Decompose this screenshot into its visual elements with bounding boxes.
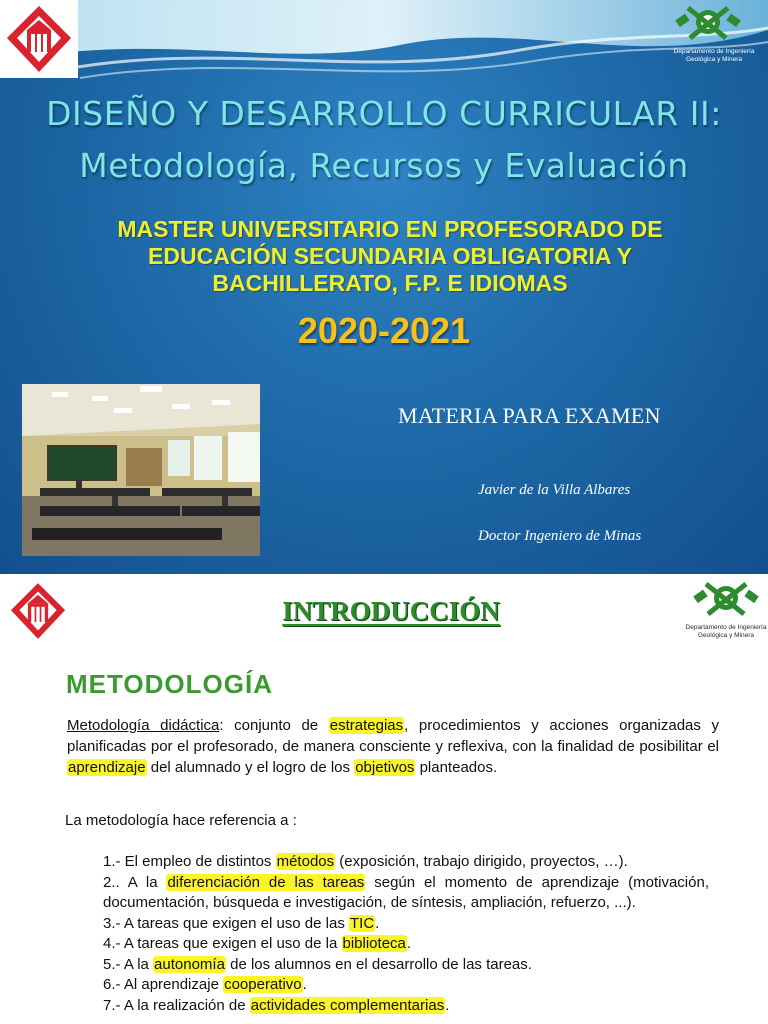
course-title-line-2: Metodología, Recursos y Evaluación (79, 146, 689, 185)
reference-intro: La metodología hace referencia a : (65, 812, 297, 829)
section-heading: INTRODUCCIÓN (282, 596, 500, 626)
highlight-biblioteca: biblioteca (342, 935, 406, 952)
list-item (103, 975, 709, 996)
item-text: 5.- A la (103, 955, 154, 973)
para-text-3: del alumnado y el logro de los (146, 759, 355, 776)
classroom-photo (22, 384, 260, 556)
item-text: . (375, 914, 380, 932)
highlight-autonomia: autonomía (154, 955, 225, 973)
item-text: . (406, 935, 412, 952)
definition-paragraph (67, 715, 719, 778)
item-text: 7.- A la realización de (103, 996, 250, 1014)
master-line-3: BACHILLERATO, F.P. E IDIOMAS (212, 270, 568, 296)
introduction-slide (0, 574, 768, 1024)
item-text: según el momento de aprendizaje (motivación, documentación, búsqueda e investigación, de síntesis, ampliación, refuerzo, ...). (103, 873, 709, 911)
dept-logo-text-2: Geológica y Minera (686, 56, 742, 63)
highlight-objetivos: objetivos (355, 759, 415, 776)
list-item (103, 852, 709, 873)
item-text: . (445, 996, 450, 1014)
author-name: Javier de la Villa Albares (478, 482, 631, 498)
para-text-4: planteados. (415, 759, 498, 776)
master-line-1: MASTER UNIVERSITARIO EN PROFESORADO DE (117, 216, 663, 242)
list-item (103, 934, 709, 955)
item-text: 4.- A tareas que exigen el uso de la (103, 935, 342, 952)
wave-header-decoration (0, 0, 768, 82)
highlight-metodos: métodos (276, 853, 335, 870)
dept-logo-small-text-2: Geológica y Minera (698, 632, 754, 639)
highlight-aprendizaje: aprendizaje (68, 759, 146, 776)
dept-logo-text-1: Departamento de Ingeniería (673, 48, 755, 55)
methodology-list (103, 852, 709, 1016)
list-item (103, 955, 709, 976)
item-text: 1.- El empleo de distintos (103, 853, 276, 870)
academic-year: 2020-2021 (297, 310, 471, 351)
item-text: 3.- A tareas que exigen el uso de las (103, 914, 349, 932)
para-text-1: : conjunto de (219, 717, 329, 734)
list-item (103, 873, 709, 914)
section-subheading: METODOLOGÍA (66, 669, 273, 699)
highlight-tic: TIC (350, 914, 375, 932)
definition-term: Metodología didáctica (67, 717, 220, 734)
author-degree: Doctor Ingeniero de Minas (478, 528, 642, 544)
highlight-actividades: actividades complementarias (250, 996, 445, 1014)
dept-logo-small-text-1: Departamento de Ingeniería (685, 624, 767, 631)
master-program-title (60, 216, 720, 297)
highlight-cooperativo: cooperativo (224, 976, 302, 993)
item-text: de los alumnos en el desarrollo de las tareas. (225, 955, 532, 973)
highlight-diferenciacion: diferenciación de las tareas (167, 873, 365, 891)
department-logo (660, 0, 768, 82)
list-item (103, 914, 709, 935)
exam-material-label: MATERIA PARA EXAMEN (398, 403, 661, 428)
highlight-estrategias: estrategias (329, 717, 404, 734)
course-title-line-1: DISEÑO Y DESARROLLO CURRICULAR II: (46, 94, 722, 133)
university-logo (0, 0, 78, 78)
item-text: 2.. A la (103, 873, 167, 891)
item-text: (exposición, trabajo dirigido, proyectos, …). (335, 853, 628, 870)
item-text: . (302, 976, 307, 993)
master-line-2: EDUCACIÓN SECUNDARIA OBLIGATORIA Y (148, 243, 632, 269)
para-text-2: , procedimientos y acciones organizadas y planificadas por el profesorado, de manera consciente y reflexiva, con la finalidad de posibilitar el (67, 717, 719, 755)
item-text: 6.- Al aprendizaje (103, 976, 224, 993)
list-item (103, 996, 709, 1017)
